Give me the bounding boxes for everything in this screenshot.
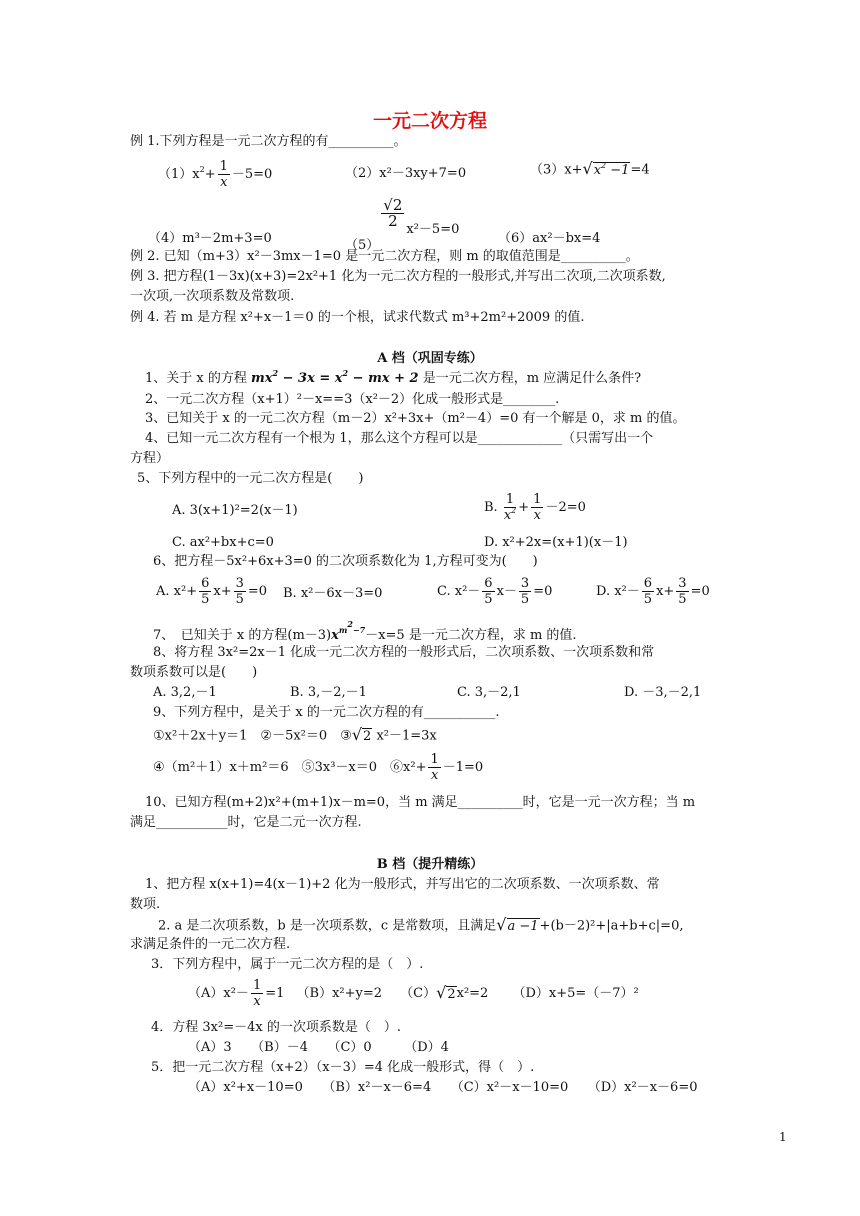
a5-option-b: B. $\frac{1}{x^2}$ + $\frac{1}{x}$ －2=0: [484, 492, 586, 523]
a-question-7: 7、 已知关于 x 的方程$(m-3)x^{m^2-7}-x=5$ 是一元二次方程，求 m 的值.: [153, 619, 577, 643]
example-1-option-4: （4）m³－2m+3=0: [148, 231, 272, 246]
section-b-heading: B 档（提升精练）: [376, 857, 484, 872]
a8-option-a: A. 3,2,－1: [153, 685, 217, 700]
example-1-option-1: $(1)x^2+$ $\frac{1}{x}$ －5=0: [158, 159, 273, 190]
a-question-1: 1、关于 x 的方程 $mx^2 - 3x = x^2$ − mx + 2 是一元二次方程，m 应满足什么条件?: [145, 368, 642, 386]
a-question-5: 5、下列方程中的一元二次方程是( ): [137, 471, 364, 486]
a5-option-c: C. ax²+bx+c=0: [172, 535, 274, 550]
b-question-1-line-1: 1、把方程 x(x+1)=4(x－1)+2 化为一般形式，并写出它的二次项系数、一次项系数、常: [145, 877, 660, 892]
example-3-line-1: 例 3. 把方程(1－3x)(x+3)=2x²+1 化为一元二次方程的一般形式,并写出二次项,二次项系数,: [130, 269, 666, 284]
b5-options: （A）x²+x－10=0 （B）x²－x－6=4 （C）x²－x－10=0 （D）x²－x－6=0: [188, 1080, 698, 1095]
example-1-option-2: （2）x²－3xy+7=0: [345, 166, 467, 181]
a5-option-d: D. x²+2x=(x+1)(x－1): [484, 535, 628, 550]
a-question-3: 3、已知关于 x 的一元二次方程（m－2）x²+3x+（m²－4）=0 有一个解是 0，求 m 的值。: [145, 411, 686, 426]
fraction: $\frac{1}{x}$: [219, 159, 228, 190]
b-question-4: 4．方程 3x²=－4x 的一次项系数是（ ）.: [151, 1020, 401, 1035]
a-question-6: 6、把方程－5x²+6x+3=0 的二次项系数化为 1,方程可变为( ): [153, 554, 538, 569]
a-question-4-line-2: 方程）: [130, 451, 170, 466]
b-question-1-line-2: 数项.: [130, 897, 161, 912]
b-question-5: 5．把一元二次方程（x+2）（x－3）=4 化成一般形式，得（ ）.: [151, 1060, 535, 1075]
example-1-stem: 例 1.下列方程是一元二次方程的有__________。: [130, 134, 407, 149]
b4-options: （A）3 （B）－4 （C）0 （D）4: [188, 1040, 449, 1055]
b3-options: （A）x²－ $\frac{1}{x}$ =1 （B）x²+y=2 （C）√2x²=2 （D）x+5=（－7）²: [188, 978, 639, 1009]
section-a-heading: A 档（巩固专练）: [377, 351, 483, 366]
a6-option-a: A. x²+ $\frac{6}{5}$ x+ $\frac{3}{5}$ =0: [156, 576, 268, 607]
a-question-8-line-1: 8、将方程 3x²=2x－1 化成一元二次方程的一般形式后，二次项系数、一次项系数和常: [153, 645, 655, 660]
a-question-9: 9、下列方程中，是关于 x 的一元二次方程的有___________.: [153, 705, 500, 720]
b-question-2-line-1: 2. a 是二次项系数，b 是一次项系数，c 是常数项，且满足√a −1+(b－2)²+|a+b+c|=0,: [158, 915, 684, 934]
page-title: 一元二次方程: [372, 110, 487, 132]
a6-option-b: B. x²－6x－3=0: [283, 586, 383, 601]
a-question-10-line-2: 满足___________时，它是二元一次方程.: [130, 815, 362, 830]
a5-option-a: A. 3(x+1)²=2(x－1): [172, 503, 298, 518]
a8-option-c: C. 3,－2,1: [457, 685, 521, 700]
a-question-8-line-2: 数项系数可以是( ): [130, 665, 258, 680]
a9-row-1: ①x²＋2x＋y＝1 ②－5x²＝0 ③√2 x²－1=3x: [153, 725, 437, 744]
a8-option-b: B. 3,－2,－1: [290, 685, 367, 700]
sqrt-symbol: $√x^2 -1$: [582, 159, 630, 178]
example-2: 例 2. 已知（m+3）x²－3mx－1=0 是一元二次方程，则 m 的取值范围是__________。: [130, 249, 639, 264]
a-question-2: 2、一元二次方程（x+1）²－x==3（x²－2）化成一般形式是________.: [145, 392, 560, 407]
a6-option-c: C. x²－ $\frac{6}{5}$ x－ $\frac{3}{5}$ =0: [437, 576, 553, 607]
page-number: 1: [779, 1130, 787, 1144]
example-4: 例 4. 若 m 是方程 x²+x－1＝0 的一个根，试求代数式 m³+2m²+2009 的值.: [130, 310, 585, 325]
example-1-option-5: （5） $\frac{√2}{2}$ x²－5=0: [345, 196, 460, 253]
example-1-option-3: $(3)x+√x^2 -1=4$: [530, 159, 650, 178]
a-question-10-line-1: 10、已知方程(m+2)x²+(m+1)x－m=0，当 m 满足__________时，它是一元一次方程；当 m: [145, 795, 696, 810]
a-question-4-line-1: 4、已知一元二次方程有一个根为 1，那么这个方程可以是_____________（只需写出一个: [145, 431, 654, 446]
a8-option-d: D. －3,－2,1: [624, 685, 702, 700]
a9-row-2: ④（m²＋1）x＋m²＝6 ⑤3x³－x＝0 ⑥x²+ $\frac{1}{x}$ －1=0: [153, 752, 484, 783]
a6-option-d: D. x²－ $\frac{6}{5}$ x+ $\frac{3}{5}$ =0: [596, 576, 710, 607]
example-3-line-2: 一次项,一次项系数及常数项.: [130, 289, 295, 304]
b-question-3: 3．下列方程中，属于一元二次方程的是（ ）.: [151, 957, 424, 972]
example-1-option-6: （6）ax²－bx=4: [498, 231, 601, 246]
b-question-2-line-2: 求满足条件的一元二次方程.: [130, 937, 291, 952]
